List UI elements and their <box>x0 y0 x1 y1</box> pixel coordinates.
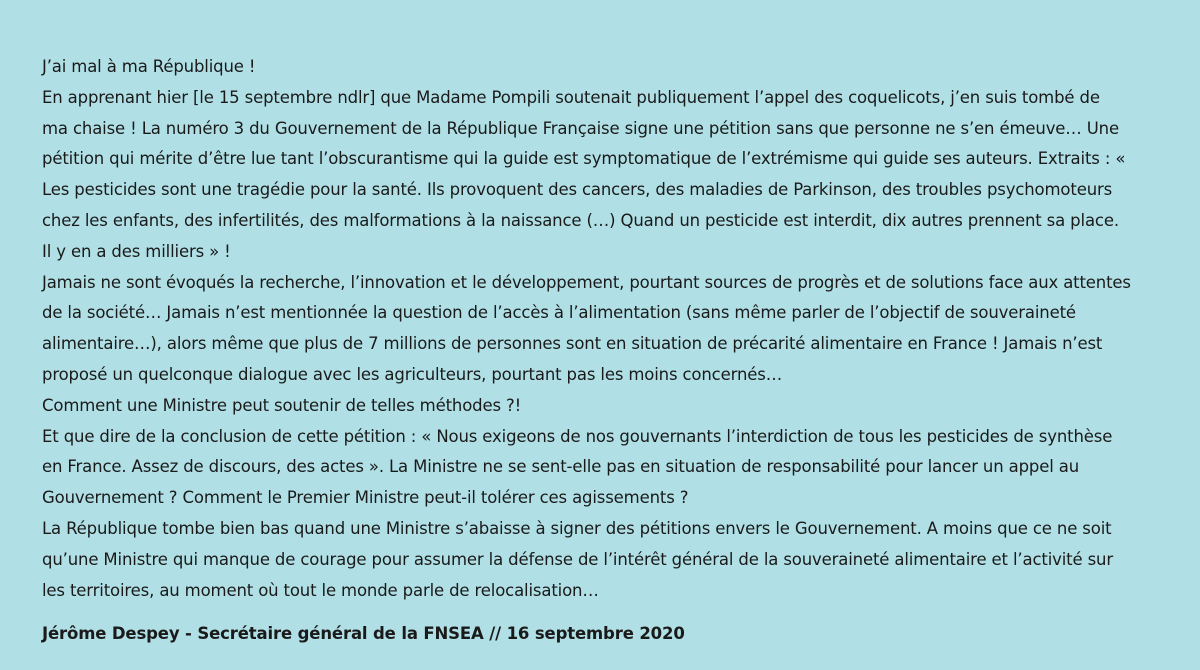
statement-text <box>42 52 1154 606</box>
statement-line: ma chaise ! La numéro 3 du Gouvernement de la République Française signe une pétition sans que personne ne s’en émeuve… Une <box>42 118 1119 138</box>
statement-line: de la société… Jamais n’est mentionnée la question de l’accès à l’alimentation (sans même parler de l’objectif de souveraineté <box>42 303 1076 323</box>
statement-line: en France. Assez de discours, des actes ». La Ministre ne se sent-elle pas en situation de responsabilité pour lancer un appel au <box>42 457 1080 477</box>
statement-line: pétition qui mérite d’être lue tant l’obscurantisme qui la guide est symptomatique de l’extrémisme qui guide ses auteurs. Extraits : « <box>42 149 1126 169</box>
author-signature: Jérôme Despey - Secrétaire général de la FNSEA // 16 septembre 2020 <box>42 624 685 643</box>
statement-line: Jamais ne sont évoqués la recherche, l’innovation et le développement, pourtant sources de progrès et de solutions face aux attentes <box>42 272 1131 292</box>
statement-line: J’ai mal à ma République ! <box>42 57 256 76</box>
statement-line: proposé un quelconque dialogue avec les agriculteurs, pourtant pas les moins concernés… <box>42 364 783 384</box>
statement-line: les territoires, au moment où tout le monde parle de relocalisation… <box>42 580 599 600</box>
statement-line: alimentaire…), alors même que plus de 7 millions de personnes sont en situation de précarité alimentaire en France ! Jamais n’est <box>42 334 1103 354</box>
statement-line: En apprenant hier [le 15 septembre ndlr] que Madame Pompili soutenait publiquement l’appel des coquelicots, j’en suis tombé de <box>42 87 1100 107</box>
statement-line: Et que dire de la conclusion de cette pétition : « Nous exigeons de nos gouvernants l’interdiction de tous les pesticides de synthèse <box>42 426 1113 446</box>
statement-line: Les pesticides sont une tragédie pour la santé. Ils provoquent des cancers, des maladies de Parkinson, des troubles psychomoteurs <box>42 180 1113 200</box>
statement-line: qu’une Ministre qui manque de courage pour assumer la défense de l’intérêt général de la souveraineté alimentaire et l’activité sur <box>42 549 1113 569</box>
statement-line: Gouvernement ? Comment le Premier Ministre peut-il tolérer ces agissements ? <box>42 488 689 508</box>
statement-line: Il y en a des milliers » ! <box>42 241 231 261</box>
statement-line: Comment une Ministre peut soutenir de telles méthodes ?! <box>42 395 522 415</box>
statement-line: La République tombe bien bas quand une Ministre s’abaisse à signer des pétitions envers le Gouvernement. A moins que ce ne soit <box>42 518 1112 538</box>
statement-line: chez les enfants, des infertilités, des malformations à la naissance (…) Quand un pesticide est interdit, dix autres prennent sa place. <box>42 210 1119 230</box>
